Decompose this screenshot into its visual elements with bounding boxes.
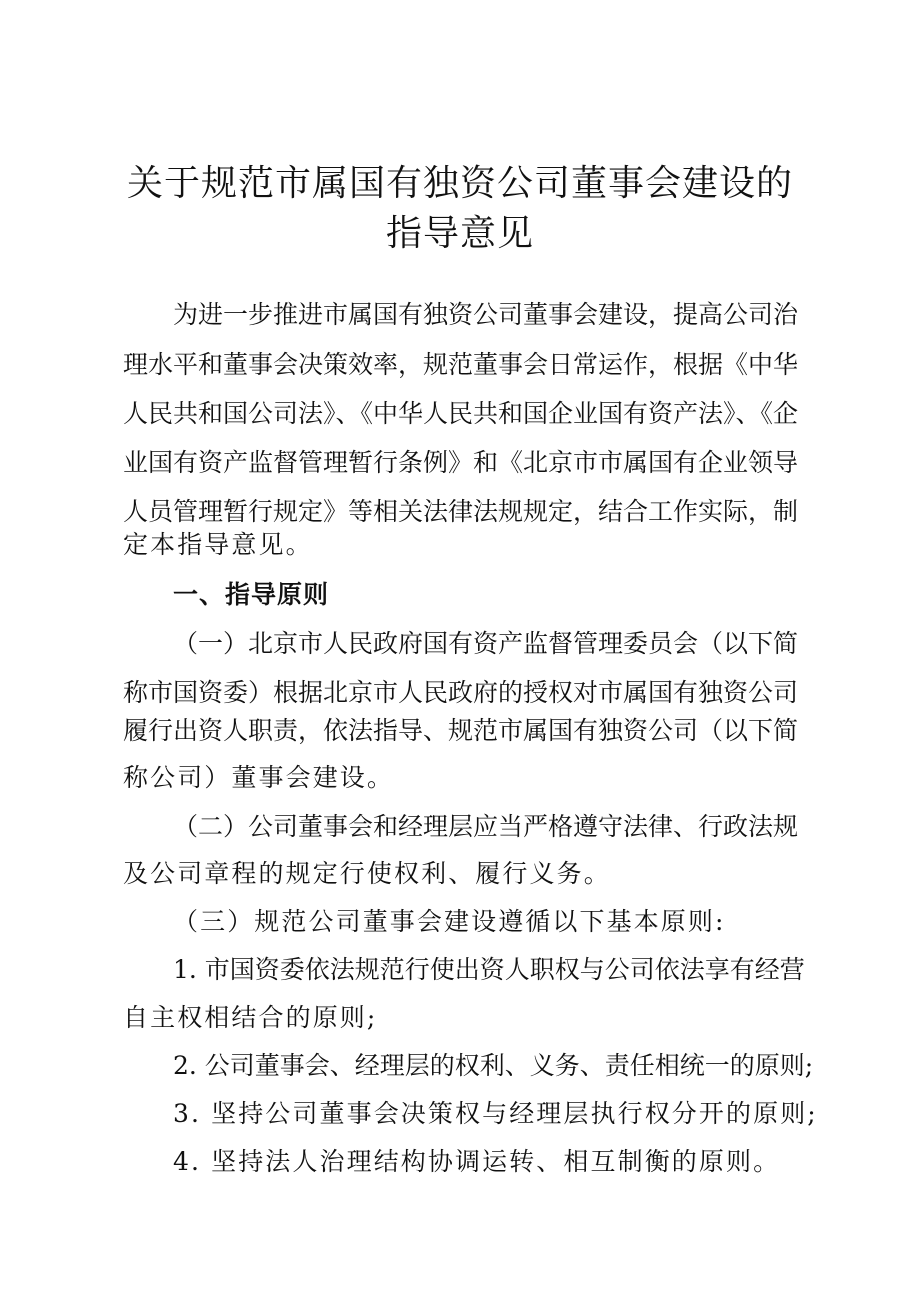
list-item: 4. 坚持法人治理结构协调运转、相互制衡的原则。	[173, 1147, 781, 1176]
section-heading: 一、指导原则	[173, 580, 330, 609]
list-item: 3. 坚持公司董事会决策权与经理层执行权分开的原则;	[173, 1099, 818, 1128]
list-item: 自主权相结合的原则;	[123, 1003, 378, 1032]
paragraph-line: （二）公司董事会和经理层应当严格遵守法律、行政法规	[173, 812, 799, 841]
intro-line: 为进一步推进市属国有独资公司董事会建设，提高公司治	[173, 300, 799, 329]
paragraph-line: （一）北京市人民政府国有资产监督管理委员会（以下简	[173, 629, 799, 658]
paragraph-line: 履行出资人职责，依法指导、规范市属国有独资公司（以下简	[123, 716, 799, 745]
intro-line: 人员管理暂行规定》等相关法律法规规定，结合工作实际，制	[123, 497, 799, 526]
paragraph-line: 称公司）董事会建设。	[123, 763, 395, 792]
paragraph-line: 称市国资委）根据北京市人民政府的授权对市属国有独资公司	[123, 678, 799, 707]
paragraph-line: 及公司章程的规定行使权利、履行义务。	[123, 859, 611, 888]
paragraph-line: （三）规范公司董事会建设遵循以下基本原则:	[173, 907, 726, 936]
list-item: 1. 市国资委依法规范行使出资人职权与公司依法享有经营	[173, 955, 805, 984]
intro-line: 定本指导意见。	[123, 530, 313, 559]
list-item: 2. 公司董事会、经理层的权利、义务、责任相统一的原则;	[173, 1051, 814, 1080]
document-title-line2: 指导意见	[385, 213, 534, 254]
intro-line: 业国有资产监督管理暂行条例》和《北京市市属国有企业领导	[123, 448, 799, 477]
document-title-line1: 关于规范市属国有独资公司董事会建设的	[126, 163, 793, 204]
intro-line: 理水平和董事会决策效率，规范董事会日常运作，根据《中华	[123, 350, 799, 379]
intro-line: 人民共和国公司法》、《中华人民共和国企业国有资产法》、《企	[123, 399, 799, 428]
